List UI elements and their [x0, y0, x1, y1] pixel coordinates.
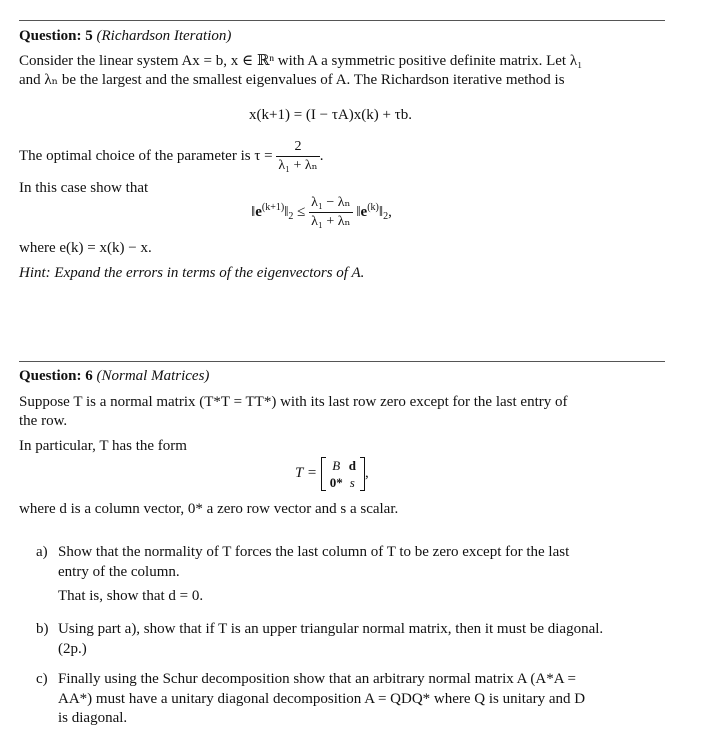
part-b-line1: Using part a), show that if T is an upper triangular normal matrix, then it must be diagonal.: [58, 621, 604, 637]
part-c: [36, 670, 666, 729]
error-definition: where e(k) = x(k) − x.: [19, 240, 152, 256]
hint-text: Hint: Expand the errors in terms of the eigenvectors of A.: [19, 265, 365, 281]
part-c-label: c): [36, 671, 48, 687]
part-a: [36, 543, 666, 607]
part-a-line1: Show that the normality of T forces the last column of T to be zero except for the last: [58, 544, 570, 560]
part-b-label: b): [36, 621, 49, 637]
error-bound-inequality: [251, 194, 392, 230]
top-rule: [19, 20, 665, 21]
part-c-line2: AA*) must have a unitary diagonal decomposition A = QDQ* where Q is unitary and D: [58, 690, 586, 707]
error-bound-denominator: λ₁ + λₙ: [311, 214, 351, 230]
show-that-text: In this case show that: [19, 180, 149, 196]
middle-rule: [19, 361, 665, 362]
question-6-intro-line1: Suppose T is a normal matrix (T*T = TT*) with its last row zero except for the last entry of: [19, 394, 568, 410]
matrix-entry-B: B: [332, 457, 341, 473]
part-c-line3: is diagonal.: [58, 710, 128, 726]
part-a-label: a): [36, 544, 48, 560]
matrix-entry-d: d: [348, 457, 356, 473]
question-5-header: [19, 27, 231, 46]
part-b: [36, 620, 666, 659]
question-6-intro-line2: the row.: [19, 413, 68, 429]
tau-numerator: 2: [276, 140, 319, 157]
block-matrix-equation: T = B d 0* s ,: [295, 457, 369, 490]
iteration-formula: x(k+1) = (I − τA)x(k) + τb.: [249, 107, 412, 123]
error-bound-rhs: $‖e^{(k)}‖_2$,: [356, 202, 392, 222]
matrix-entry-s: s: [349, 474, 355, 490]
error-bound-numerator: λ₁ − λₙ: [309, 196, 352, 213]
question-5-intro-line2: and λₙ be the largest and the smallest eigenvalues of A. The Richardson iterative method is: [19, 72, 565, 88]
question-6-header: [19, 367, 209, 386]
error-bound-lhs: $‖e^{(k+1)}‖_2$ ≤: [251, 202, 306, 222]
matrix-entry-zero-star: 0*: [329, 474, 343, 490]
part-a-line2: entry of the column.: [58, 563, 180, 580]
matrix-lhs: T =: [295, 465, 317, 481]
error-bound-fraction: [309, 196, 352, 229]
part-b-line2: (2p.): [58, 640, 87, 657]
question-5-heading: Question: 5: [19, 28, 93, 44]
tau-fraction: [276, 140, 319, 173]
question-5-intro-line1: Consider the linear system Ax = b, x ∈ ℝⁿ with A a symmetric positive definite matrix. Let λ₁: [19, 53, 583, 69]
optimal-parameter-line: The optimal choice of the parameter is τ = $\frac{2}{\text{λ₁ + λₙ}}$ .: [19, 139, 324, 174]
block-matrix: [321, 457, 365, 491]
part-a-line3: That is, show that d = 0.: [58, 588, 204, 604]
question-6-heading: Question: 6: [19, 368, 93, 384]
question-6-topic: (Normal Matrices): [96, 368, 210, 384]
tau-denominator: λ₁ + λₙ: [278, 158, 318, 174]
particular-form-text: In particular, T has the form: [19, 438, 187, 454]
optimal-parameter-text: The optimal choice of the parameter is τ =: [19, 148, 273, 164]
question-5-topic: (Richardson Iteration): [96, 28, 232, 44]
matrix-where-text: where d is a column vector, 0* a zero row vector and s a scalar.: [19, 501, 399, 517]
part-c-line1: Finally using the Schur decomposition show that an arbitrary normal matrix A (A*A =: [58, 671, 576, 687]
